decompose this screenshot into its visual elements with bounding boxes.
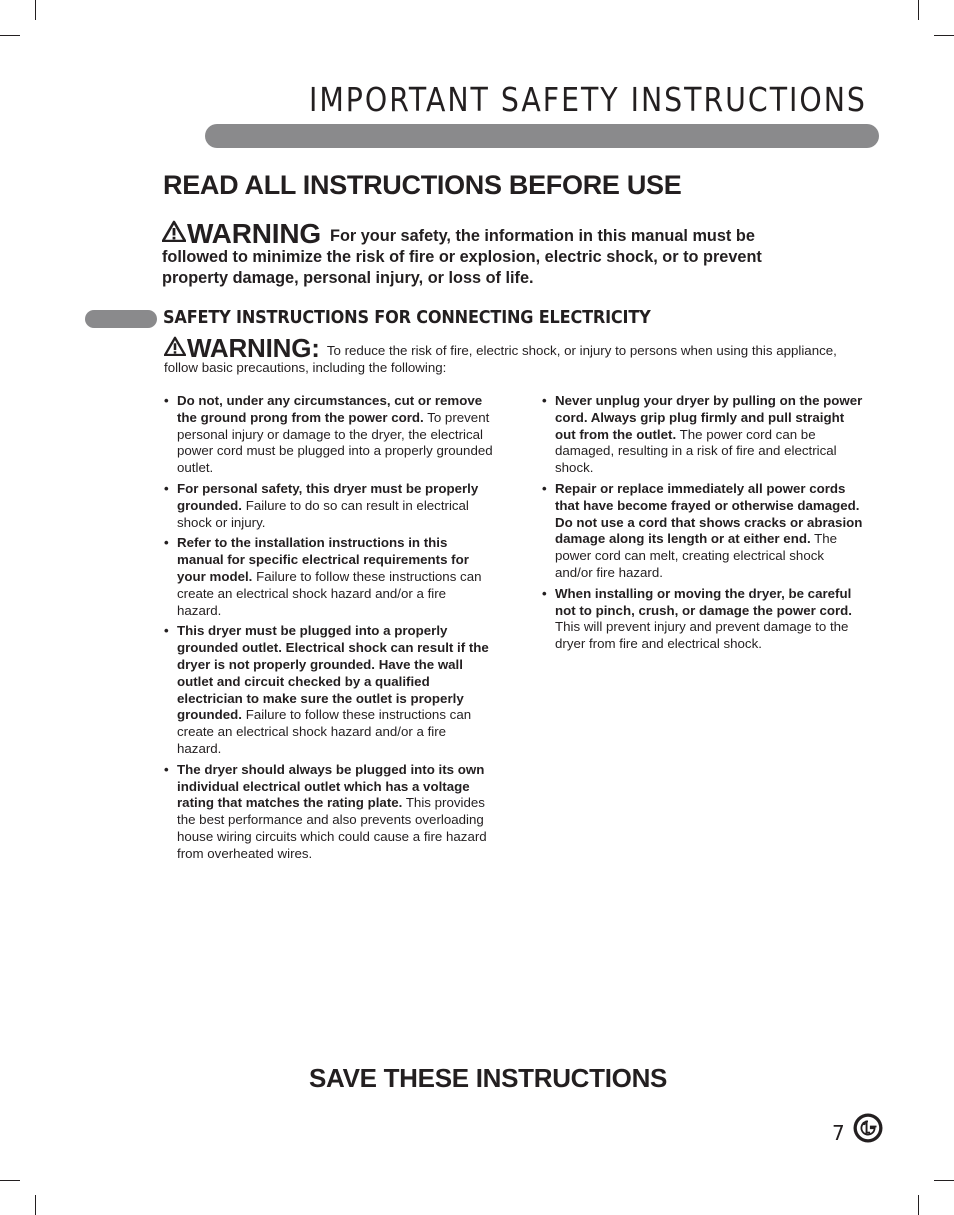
crop-mark xyxy=(0,1180,20,1181)
list-item-bold: Repair or replace immediately all power cords that have become frayed or otherwise damaged. Do not use a cord that shows cracks or abrasion damage along its length or at either end. xyxy=(555,480,863,547)
title-bar xyxy=(205,124,879,148)
intro-warning xyxy=(162,220,822,289)
warning-label: WARNING: xyxy=(187,333,320,363)
list-item-text: Failure to do so can result in electrical shock or injury. xyxy=(177,497,469,530)
crop-mark xyxy=(35,1195,36,1215)
right-instruction-list xyxy=(542,393,864,657)
bullet: • xyxy=(542,393,547,408)
list-item-text: This provides the best performance and also prevents overloading house wiring circuits which could cause a fire hazard from overheated wires. xyxy=(177,795,487,861)
list-item xyxy=(164,393,494,477)
list-item xyxy=(542,481,864,582)
section-warning-text: To reduce the risk of fire, electric shock, or injury to persons when using this appliance, follow basic precautions, including the following: xyxy=(164,343,837,375)
section-marker xyxy=(85,310,157,328)
bullet: • xyxy=(164,535,169,551)
list-item xyxy=(164,762,494,863)
crop-mark xyxy=(934,1180,954,1181)
left-instruction-list xyxy=(164,393,494,867)
list-item xyxy=(164,481,494,531)
list-item-bold: Never unplug your dryer by pulling on the power cord. Always grip plug firmly and pull straight out from the outlet. xyxy=(555,393,863,442)
bullet: • xyxy=(164,393,169,408)
warning-triangle-icon xyxy=(162,220,186,242)
crop-mark xyxy=(0,35,20,36)
crop-mark xyxy=(934,35,954,36)
list-item-bold: When installing or moving the dryer, be careful not to pinch, crush, or damage the power cord. xyxy=(555,585,852,618)
intro-warning-text: For your safety, the information in this manual must be followed to minimize the risk of fire or explosion, electric shock, or to prevent property damage, personal injury, or loss of life. xyxy=(162,227,762,287)
list-item xyxy=(164,623,494,757)
list-item-text: Failure to follow these instructions can create an electrical shock hazard and/or a fire hazard. xyxy=(177,568,482,618)
crop-mark xyxy=(918,0,919,20)
list-item-bold: Do not, under any circumstances, cut or remove the ground prong from the power cord. xyxy=(177,393,483,425)
list-item xyxy=(164,535,494,619)
bullet: • xyxy=(542,480,547,496)
list-item-text: To prevent personal injury or damage to the dryer, the electrical power cord must be plugged into a properly grounded outlet. xyxy=(177,409,493,476)
list-item xyxy=(542,586,864,653)
read-all-heading: READ ALL INSTRUCTIONS BEFORE USE xyxy=(163,170,682,200)
bullet: • xyxy=(164,480,169,496)
warning-label: WARNING xyxy=(187,218,321,249)
crop-mark xyxy=(35,0,36,20)
list-item xyxy=(542,393,864,477)
list-item-text: This will prevent injury and prevent damage to the dryer from fire and electrical shock. xyxy=(555,619,849,652)
crop-mark xyxy=(918,1195,919,1215)
list-item-text: Failure to follow these instructions can create an electrical shock hazard and/or a fire hazard. xyxy=(177,707,472,756)
lg-logo-icon xyxy=(853,1113,883,1143)
bullet: • xyxy=(164,623,169,639)
list-item-text: The power cord can melt, creating electrical shock and/or fire hazard. xyxy=(555,531,838,580)
page-title: IMPORTANT SAFETY INSTRUCTIONS xyxy=(309,80,867,119)
warning-triangle-icon xyxy=(164,336,186,356)
list-item-bold: For personal safety, this dryer must be properly grounded. xyxy=(177,480,479,513)
section-warning xyxy=(164,333,864,376)
page-number: 7 xyxy=(832,1121,845,1145)
bullet: • xyxy=(164,761,169,777)
save-instructions-heading: SAVE THESE INSTRUCTIONS xyxy=(309,1063,668,1093)
list-item-bold: The dryer should always be plugged into its own individual electrical outlet which has a voltage rating that matches the rating plate. xyxy=(177,761,485,811)
bullet: • xyxy=(542,585,547,601)
list-item-bold: Refer to the installation instructions in this manual for specific electrical requirements for your model. xyxy=(177,535,469,584)
list-item-text: The power cord can be damaged, resulting in a risk of fire and electrical shock. xyxy=(555,426,837,476)
list-item-bold: This dryer must be plugged into a properly grounded outlet. Electrical shock can result if the dryer is not properly grounded. Have the wall outlet and circuit checked by a qualified electrician to make sure the outlet is properly grounded. xyxy=(177,623,489,723)
section-heading: SAFETY INSTRUCTIONS FOR CONNECTING ELECTRICITY xyxy=(163,308,651,328)
